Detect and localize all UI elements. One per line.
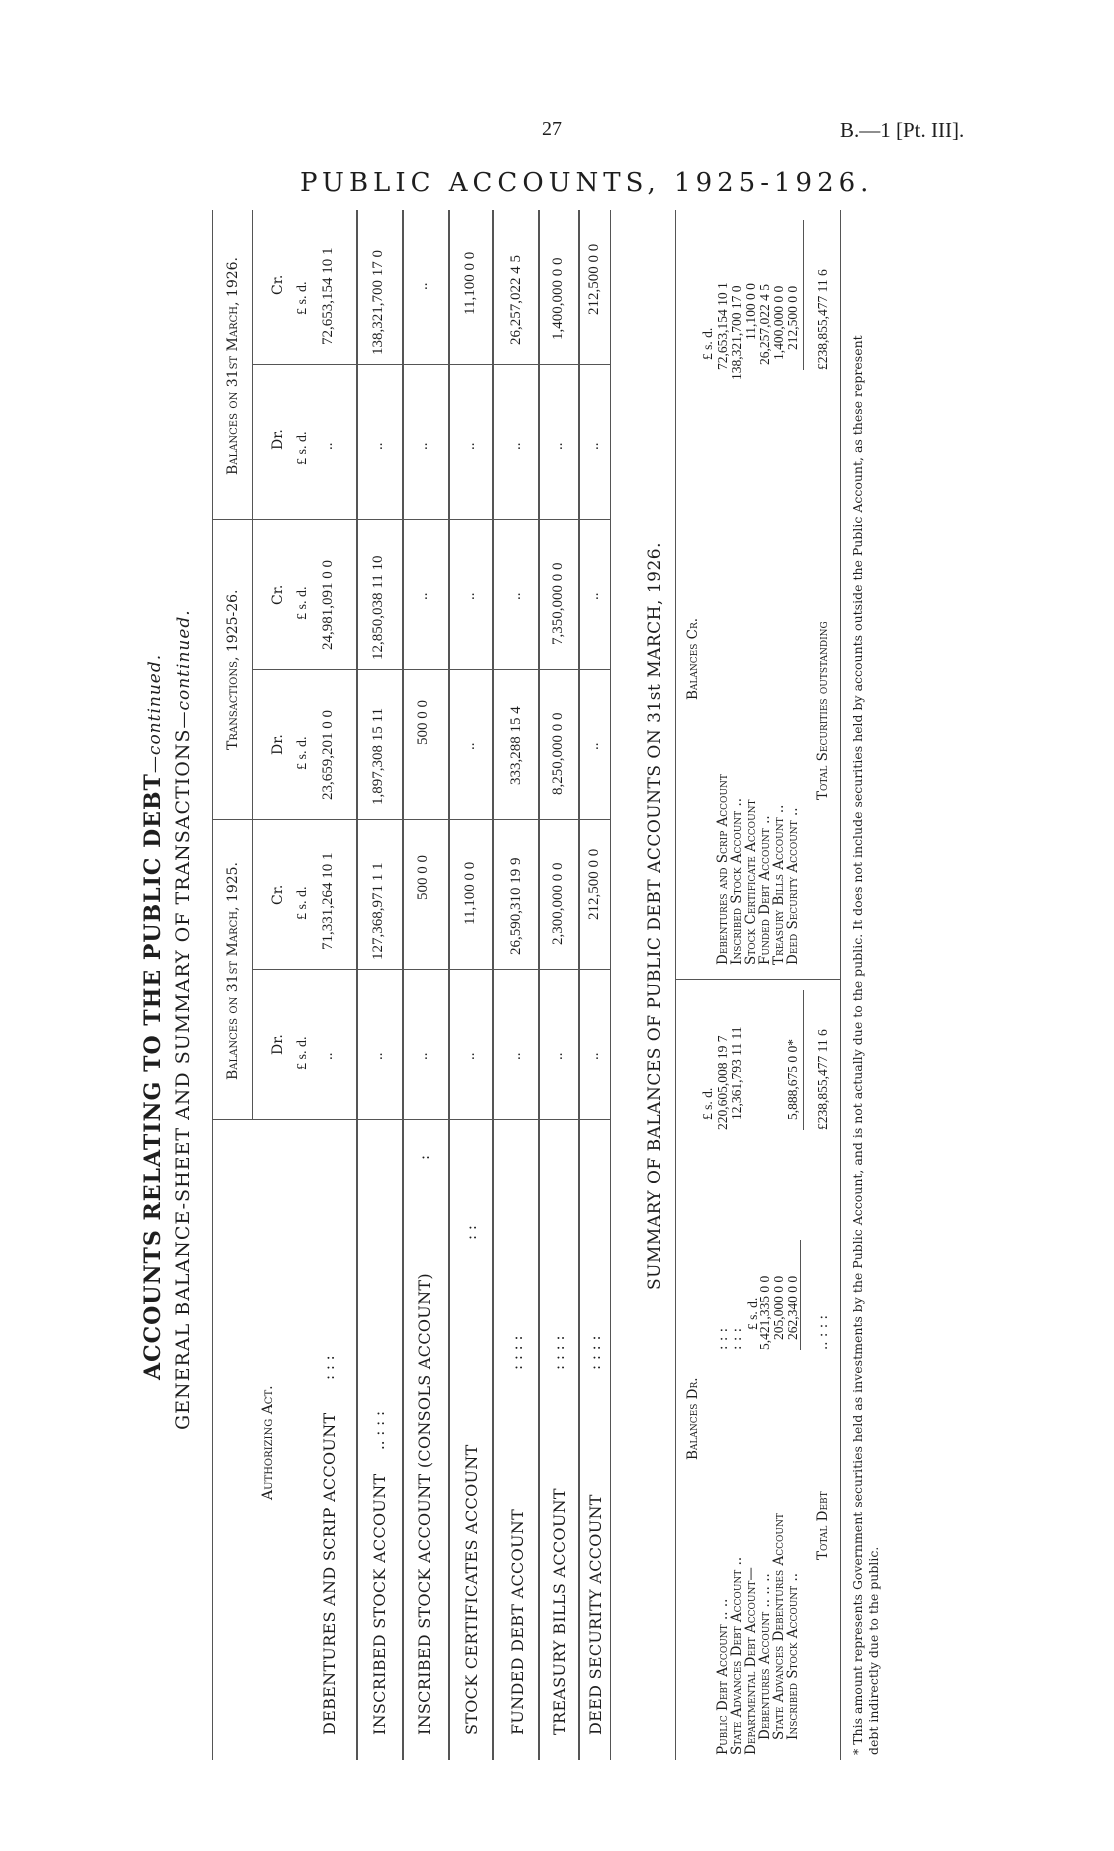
total-debt-label: Total Debt [815,1491,831,1560]
leader-dots: .. : : : [815,1314,831,1350]
table-vrule [212,1119,610,1120]
row-label: DEED SECURITY ACCOUNT [586,1494,605,1735]
b2-cr: 1,400,000 0 0 [550,257,566,340]
b1-dr: .. [415,1052,431,1060]
table-vrule [212,819,610,820]
dept-label: Debentures Account .. .. .. [757,1573,773,1740]
b2-cr: 212,500 0 0 [586,243,602,315]
dr-amount: 12,361,793 11 11 [729,1026,744,1120]
summary-cr-head: Balances Cr. [685,617,701,700]
dept-label: Inscribed Stock Account .. [785,1572,801,1740]
dr-head: Dr. [270,429,286,450]
leader-dots: : : : [715,1327,731,1350]
table-vrule [212,519,610,520]
summary-lsd-head: £ s. d. [700,1087,715,1120]
dr-label: Departmental Debt Account— [743,1567,759,1755]
leader-dots: : : [462,1225,480,1240]
table-vrule [252,669,610,670]
cr-label: Debentures and Scrip Account [715,774,731,965]
table-vrule [252,969,610,970]
dept-total: 5,888,675 0 0* [785,1039,800,1120]
lsd-head: £ s. d. [295,586,310,620]
cr-amount: 138,321,700 17 0 [729,285,744,380]
dept-amount: 205,000 0 0 [771,1275,786,1340]
b1-dr: .. [462,1052,478,1060]
b1-cr: 71,331,264 10 1 [320,852,336,950]
b2-cr: 138,321,700 17 0 [370,250,386,355]
b2-dr: .. [415,442,431,450]
b2-dr: .. [462,442,478,450]
cr-amount: 1,400,000 0 0 [771,285,786,360]
row-label: STOCK CERTIFICATES ACCOUNT [462,1444,481,1735]
b1-dr: .. [370,1052,386,1060]
t-cr: 12,850,038 11 10 [370,555,386,660]
t-dr: 23,659,201 0 0 [320,710,336,800]
row-label: DEBENTURES AND SCRIP ACCOUNT [320,1412,339,1735]
t-cr: 24,981,091 0 0 [320,560,336,650]
dept-label: State Advances Debentures Account [771,1513,787,1740]
t-cr: 7,350,000 0 0 [550,562,566,645]
lsd-head: £ s. d. [295,736,310,770]
dr-total-rule [803,990,804,1130]
t-cr: .. [586,592,602,600]
t-dr: .. [462,742,478,750]
summary-top-rule [675,210,676,1760]
lsd-head: £ s. d. [295,281,310,315]
cr-label: Stock Certificate Account [743,799,759,965]
row-rule [538,210,540,1760]
row-rule [356,210,358,1760]
total-securities-label: Total Securities outstanding [815,621,831,800]
total-securities-amount: £238,855,477 11 6 [815,269,830,370]
leader-dots: : : : [320,1355,338,1380]
t-cr: .. [508,592,524,600]
dept-subtotal-rule [800,1240,801,1350]
leader-dots: : : : [729,1327,745,1350]
total-debt-amount: £238,855,477 11 6 [815,1029,830,1130]
leader-dots: : : : : [586,1335,604,1370]
page-reference: B.—1 [Pt. III]. [840,118,965,142]
table-top-rule [212,210,213,1760]
b1-cr: 212,500 0 0 [586,848,602,920]
cr-head: Cr. [270,584,286,605]
table-bottom-rule [610,210,611,1760]
row-rule [402,210,404,1760]
cr-amount: 26,257,022 4 5 [757,284,772,365]
row-rule [492,210,494,1760]
t-cr: .. [462,592,478,600]
page-heading: PUBLIC ACCOUNTS, 1925-1926. [300,168,874,198]
table-subhead-rule [252,210,253,1120]
b1-dr: .. [550,1052,566,1060]
t-dr: 333,288 15 4 [508,706,524,785]
b2-dr: .. [320,442,336,450]
b1-cr: 500 0 0 [415,855,431,900]
b2-dr: .. [586,442,602,450]
b1-cr: 26,590,310 19 9 [508,857,524,955]
leader-dots: : [415,1154,433,1160]
dr-label: State Advances Debt Account .. [729,1556,745,1755]
lsd-head: £ s. d. [295,431,310,465]
dept-amount: 5,421,335 0 0 [757,1275,772,1350]
b1-dr: .. [320,1052,336,1060]
cr-amount: 72,653,154 10 1 [715,282,730,370]
row-label: TREASURY BILLS ACCOUNT [550,1488,569,1735]
t-dr: .. [586,742,602,750]
leader-dots: .. : : : [370,1410,388,1450]
b2-dr: .. [550,442,566,450]
cr-label: Deed Security Account .. [785,807,801,965]
cr-label: Treasury Bills Account .. [771,804,787,965]
table-vrule [252,364,610,365]
main-title: ACCOUNTS RELATING TO THE PUBLIC DEBT—continued. [140,653,166,1380]
b2-dr: .. [370,442,386,450]
summary-lsd-head: £ s. d. [700,327,715,360]
t-dr: 8,250,000 0 0 [550,712,566,795]
t-dr: 500 0 0 [415,700,431,745]
dr-head: Dr. [270,1034,286,1055]
cr-amount: 11,100 0 0 [743,283,758,340]
cr-amount: 212,500 0 0 [785,285,800,350]
row-label: INSCRIBED STOCK ACCOUNT (CONSOLS ACCOUNT) [415,1273,434,1735]
leader-dots: : : : : [550,1335,568,1370]
footnote: * This amount represents Government securities held as investments by the Public Account, and is not actually due to the public. It does not include securities held by accounts outside the Public Account, as these represent [850,335,865,1755]
rotated-document [140,210,1000,1760]
cr-head: Cr. [270,274,286,295]
footnote-continued: debt indirectly due to the public. [866,1546,881,1755]
summary-bottom-rule [840,210,841,1760]
b2-cr: 11,100 0 0 [462,251,478,315]
row-rule [578,210,580,1760]
dr-amount: 220,605,008 19 7 [715,1035,730,1130]
leader-dots: : : : : [508,1335,526,1370]
summary-divider [675,979,840,980]
dr-head: Dr. [270,734,286,755]
t-dr: 1,897,308 15 11 [370,708,386,805]
b2-dr: .. [508,442,524,450]
lsd-head: £ s. d. [295,886,310,920]
col-authorizing-act: Authorizing Act. [260,1385,276,1500]
summary-dr-head: Balances Dr. [685,1377,701,1460]
b1-cr: 127,368,971 1 1 [370,862,386,960]
summary-title: SUMMARY OF BALANCES OF PUBLIC DEBT ACCOUNTS ON 31st MARCH, 1926. [645,542,665,1290]
group-balances-1926: Balances on 31st March, 1926. [225,257,241,475]
row-label: INSCRIBED STOCK ACCOUNT [370,1473,389,1735]
dept-lsd-head: £ s. d. [745,1297,760,1330]
cr-head: Cr. [270,884,286,905]
dept-amount: 262,340 0 0 [785,1275,800,1340]
b1-cr: 2,300,000 0 0 [550,862,566,945]
row-label: FUNDED DEBT ACCOUNT [508,1508,527,1735]
cr-label: Inscribed Stock Account .. [729,797,745,965]
b2-cr: 26,257,022 4 5 [508,255,524,345]
page-number: 27 [542,118,562,140]
b1-dr: .. [586,1052,602,1060]
lsd-head: £ s. d. [295,1036,310,1070]
row-rule [448,210,450,1760]
b2-cr: 72,653,154 10 1 [320,247,336,345]
group-transactions: Transactions, 1925-26. [225,589,241,750]
b1-cr: 11,100 0 0 [462,861,478,925]
cr-label: Funded Debt Account .. [757,815,773,965]
sub-title: GENERAL BALANCE-SHEET AND SUMMARY OF TRANSACTIONS—continued. [172,609,194,1430]
b1-dr: .. [508,1052,524,1060]
t-cr: .. [415,592,431,600]
cr-total-rule [803,220,804,370]
dr-label: Public Debt Account .. .. [715,1598,731,1755]
group-balances-1925: Balances on 31st March, 1925. [225,862,241,1080]
b2-cr: .. [415,282,431,290]
